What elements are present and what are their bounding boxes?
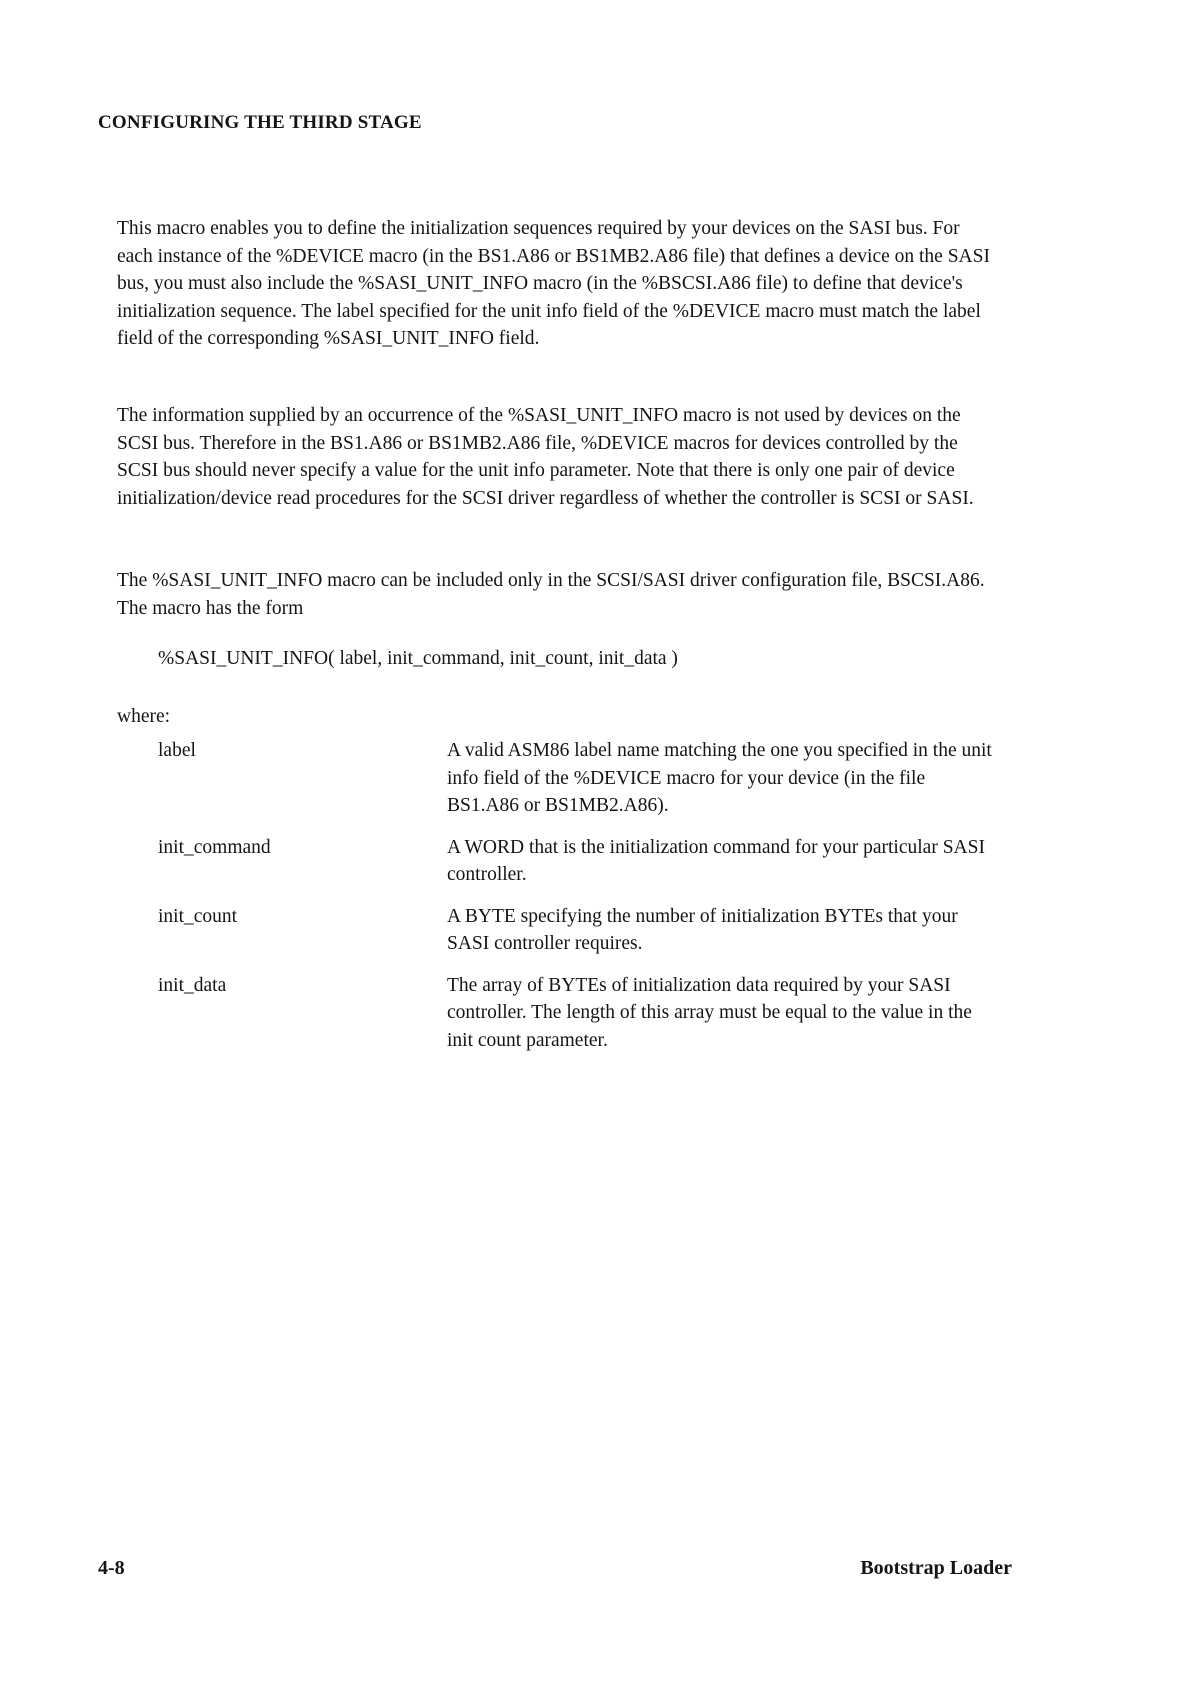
paragraph-scsi-note: The information supplied by an occurrence of the %SASI_UNIT_INFO macro is not used by devices on the SCSI bus. Therefore in the BS1.A86 or BS1MB2.A86 file, %DEVICE macros for devices controlled by the SCSI bus should never specify a value for the unit info parameter. Note that there is only one pair of device initialization/device read procedures for the SCSI driver regardless of whether the controller is SCSI or SASI. (117, 405, 974, 509)
parameter-row-init-command (158, 834, 998, 889)
section-heading: CONFIGURING THE THIRD STAGE (98, 112, 422, 133)
parameter-description: A WORD that is the initialization command for your particular SASI controller. (447, 836, 985, 885)
parameter-name: init_data (158, 974, 227, 996)
page-number: 4-8 (98, 1557, 125, 1579)
where-label: where: (117, 706, 171, 727)
macro-syntax: %SASI_UNIT_INFO( label, init_command, init_count, init_data ) (158, 648, 678, 669)
parameter-name: label (158, 740, 196, 761)
parameter-row-init-count (158, 903, 998, 958)
parameter-description: A BYTE specifying the number of initialization BYTEs that your SASI controller requires. (447, 905, 958, 954)
parameter-description: A valid ASM86 label name matching the one you specified in the unit info field of the %DEVICE macro for your device (in the file BS1.A86 or BS1MB2.A86). (447, 740, 992, 816)
parameter-description: The array of BYTEs of initialization data required by your SASI controller. The length of this array must be equal to the value in the init count parameter. (447, 974, 972, 1051)
parameter-name: init_command (158, 836, 271, 858)
paragraph-macro-form: The %SASI_UNIT_INFO macro can be included only in the SCSI/SASI driver configuration file, BSCSI.A86. The macro has the form (117, 570, 985, 619)
parameter-row-label (158, 737, 998, 820)
chapter-title: Bootstrap Loader (860, 1557, 1012, 1579)
paragraph-intro: This macro enables you to define the initialization sequences required by your devices on the SASI bus. For each instance of the %DEVICE macro (in the BS1.A86 or BS1MB2.A86 file) that defines a device on the SASI bus, you must also include the %SASI_UNIT_INFO macro (in the %BSCSI.A86 file) to define that device's initialization sequence. The label specified for the unit info field of the %DEVICE macro must match the label field of the corresponding %SASI_UNIT_INFO field. (117, 218, 990, 349)
parameter-row-init-data (158, 972, 998, 1055)
parameter-list (158, 737, 998, 1068)
parameter-name: init_count (158, 905, 238, 927)
